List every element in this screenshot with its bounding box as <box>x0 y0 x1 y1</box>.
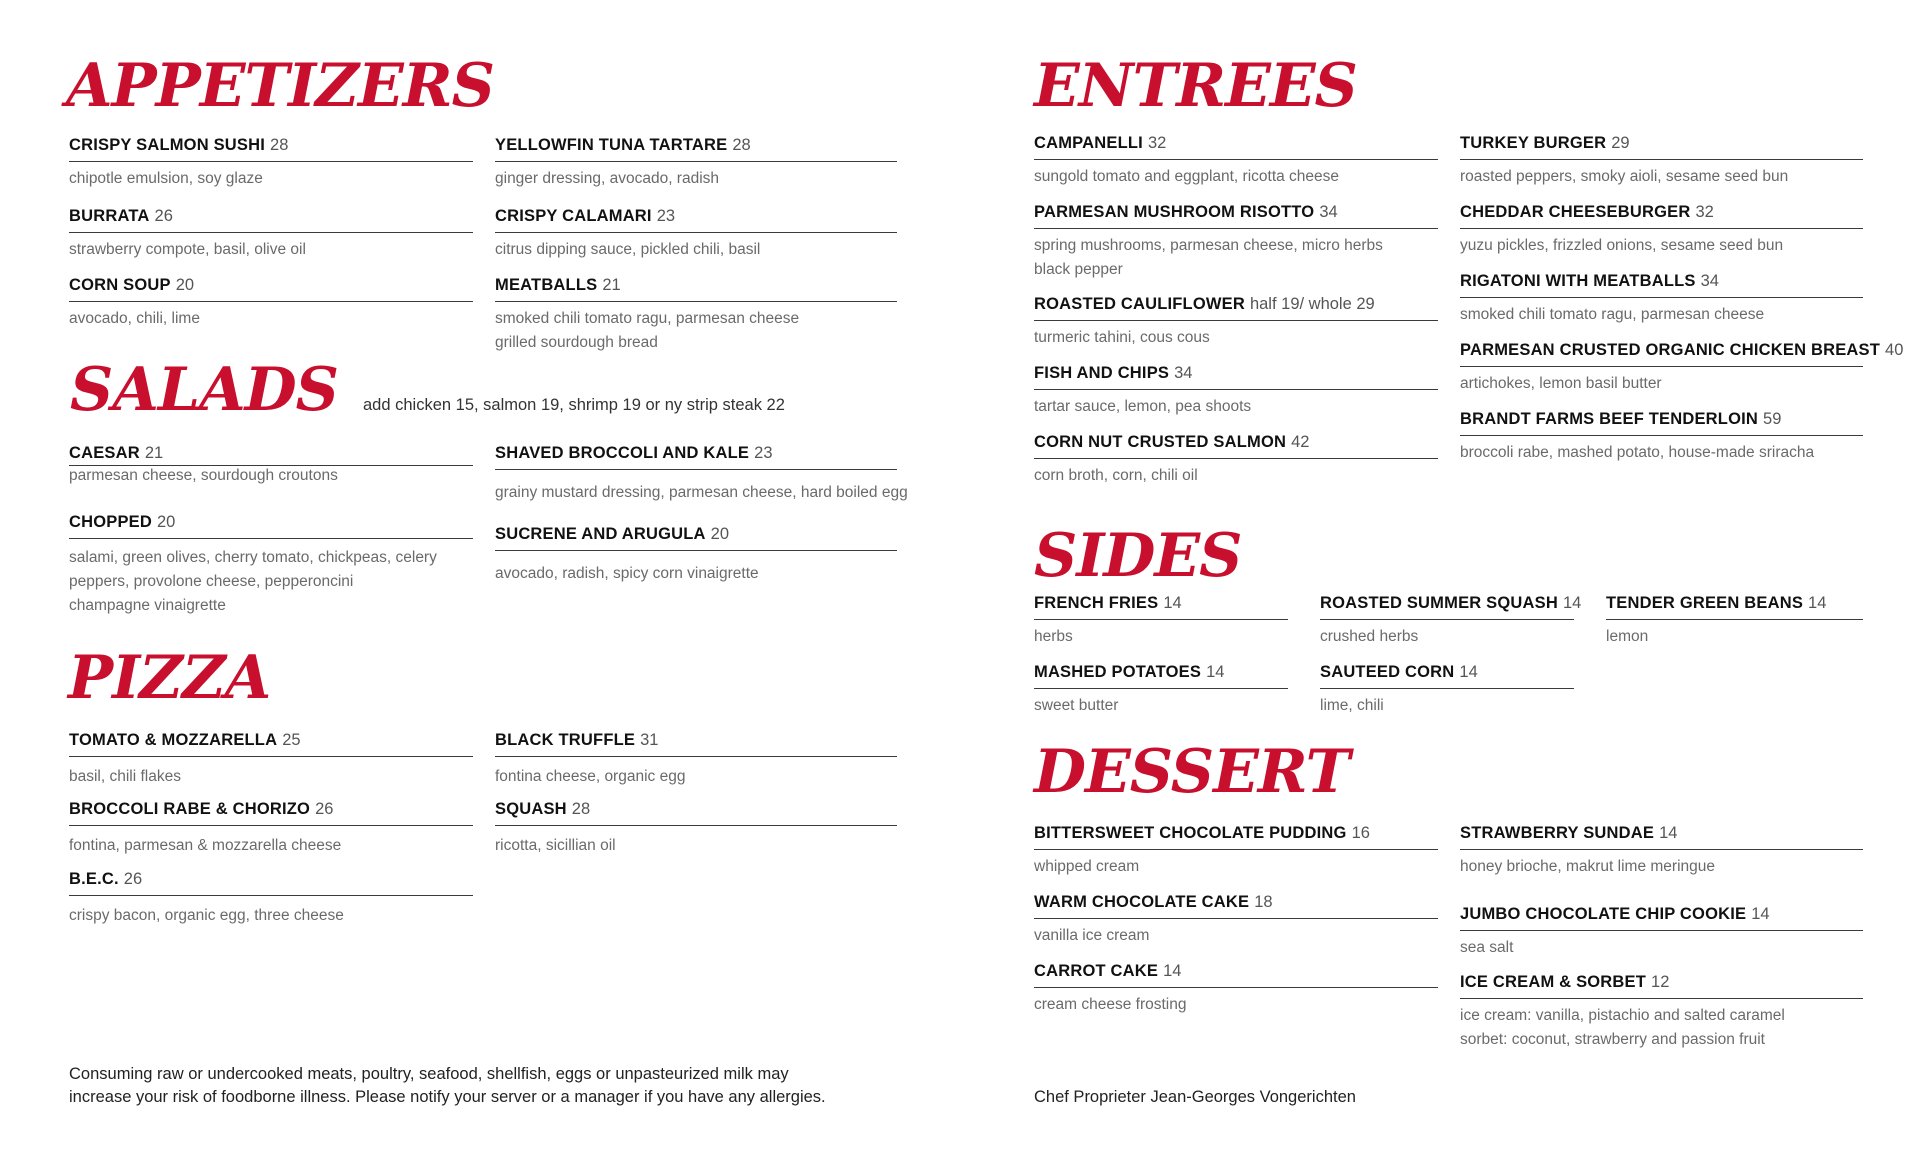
item-description: cream cheese frosting <box>1034 996 1187 1013</box>
item-description: parmesan cheese, sourdough croutons <box>69 467 338 484</box>
menu-item <box>1034 893 1438 948</box>
item-description-line: spring mushrooms, parmesan cheese, micro herbs <box>1034 237 1383 254</box>
item-description-line: grilled sourdough bread <box>495 334 658 351</box>
item-price: 14 <box>1163 962 1182 980</box>
item-description: chipotle emulsion, soy glaze <box>69 170 263 187</box>
menu-item <box>495 276 897 355</box>
item-description: whipped cream <box>1034 858 1140 875</box>
item-price: 14 <box>1459 663 1478 681</box>
menu-item <box>1460 203 1863 258</box>
menu-item <box>1034 663 1288 718</box>
item-name: PARMESAN CRUSTED ORGANIC CHICKEN BREAST <box>1460 341 1881 359</box>
item-name: CHOPPED <box>69 513 152 531</box>
item-description: corn broth, corn, chili oil <box>1034 467 1198 484</box>
item-name: SHAVED BROCCOLI AND KALE <box>495 444 750 462</box>
item-name: BITTERSWEET CHOCOLATE PUDDING <box>1034 824 1347 842</box>
item-name: TURKEY BURGER <box>1460 134 1607 152</box>
dessert-heading: DESSERT <box>1034 737 1350 807</box>
menu-item <box>1460 905 1863 960</box>
item-price: 16 <box>1351 824 1370 842</box>
item-name: ICE CREAM & SORBET <box>1460 973 1647 991</box>
item-price: 42 <box>1291 433 1310 451</box>
item-price: 23 <box>656 207 676 225</box>
item-description <box>495 307 897 355</box>
menu-item <box>1460 824 1863 879</box>
menu-item <box>1034 433 1438 488</box>
item-description-line: smoked chili tomato ragu, parmesan cheese <box>495 310 800 327</box>
item-name: MEATBALLS <box>495 276 598 294</box>
item-name: MASHED POTATOES <box>1034 663 1202 681</box>
item-price: 28 <box>732 136 751 154</box>
item-price: 21 <box>144 444 164 462</box>
item-name: BURRATA <box>69 207 150 225</box>
menu-item <box>1320 663 1574 718</box>
item-name: CORN SOUP <box>69 276 171 294</box>
item-description: crispy bacon, organic egg, three cheese <box>69 907 344 924</box>
chef-credit: Chef Proprieter Jean-Georges Vongerichten <box>1034 1088 1356 1106</box>
menu-item <box>1034 203 1438 282</box>
item-description-line: salami, green olives, cherry tomato, chickpeas, celery <box>69 549 437 566</box>
item-price: 25 <box>282 731 301 749</box>
item-description: tartar sauce, lemon, pea shoots <box>1034 398 1252 415</box>
item-description: honey brioche, makrut lime meringue <box>1460 858 1716 875</box>
menu-item <box>1320 594 1582 649</box>
menu-item <box>1460 134 1863 189</box>
item-name: CRISPY CALAMARI <box>495 207 652 225</box>
menu-item <box>495 731 897 789</box>
item-description: basil, chili flakes <box>69 768 181 785</box>
item-price: 14 <box>1808 594 1827 612</box>
menu-item <box>1460 410 1863 465</box>
item-price: 20 <box>157 513 176 531</box>
menu-item <box>69 731 473 789</box>
item-description-line: sorbet: coconut, strawberry and passion fruit <box>1460 1031 1765 1048</box>
disclaimer-line: Consuming raw or undercooked meats, poultry, seafood, shellfish, eggs or unpasteurized milk may <box>69 1065 789 1083</box>
item-price: 26 <box>315 800 334 818</box>
appetizers-heading: APPETIZERS <box>66 51 494 121</box>
item-description: strawberry compote, basil, olive oil <box>69 241 306 258</box>
menu-item <box>1034 134 1438 189</box>
item-name: JUMBO CHOCOLATE CHIP COOKIE <box>1460 905 1747 923</box>
item-price: 20 <box>710 525 730 543</box>
item-name: ROASTED SUMMER SQUASH <box>1320 594 1558 612</box>
menu-item <box>1034 364 1438 419</box>
item-name: BLACK TRUFFLE <box>495 731 636 749</box>
menu-item <box>69 800 473 858</box>
item-price: 32 <box>1147 134 1167 152</box>
disclaimer-line: increase your risk of foodborne illness. Please notify your server or a manager if you have any allergies. <box>69 1088 826 1106</box>
item-description: turmeric tahini, cous cous <box>1034 329 1210 346</box>
menu-item <box>69 136 473 191</box>
item-description: yuzu pickles, frizzled onions, sesame seed bun <box>1460 237 1784 254</box>
menu-item <box>1460 272 1863 327</box>
sides-heading: SIDES <box>1034 521 1242 591</box>
menu-item <box>1034 594 1288 649</box>
item-price: 59 <box>1763 410 1782 428</box>
item-price: 18 <box>1254 893 1273 911</box>
item-description: artichokes, lemon basil butter <box>1460 375 1662 392</box>
item-name: ROASTED CAULIFLOWER <box>1034 295 1245 313</box>
menu-item <box>69 276 473 331</box>
item-price: 14 <box>1562 594 1582 612</box>
item-description: smoked chili tomato ragu, parmesan cheese <box>1460 306 1765 323</box>
item-description: roasted peppers, smoky aioli, sesame seed bun <box>1460 168 1789 185</box>
item-description: fontina, parmesan & mozzarella cheese <box>69 837 342 854</box>
item-description: ginger dressing, avocado, radish <box>495 170 720 187</box>
item-description-line: black pepper <box>1034 261 1123 278</box>
item-name: CAMPANELLI <box>1034 134 1143 152</box>
menu-item <box>1034 962 1438 1017</box>
item-description: sungold tomato and eggplant, ricotta cheese <box>1034 168 1340 185</box>
item-description: avocado, radish, spicy corn vinaigrette <box>495 565 759 582</box>
item-price: 23 <box>754 444 773 462</box>
item-name: YELLOWFIN TUNA TARTARE <box>495 136 728 154</box>
menu-item <box>1460 973 1863 1052</box>
item-price: 28 <box>571 800 591 818</box>
item-name: SQUASH <box>495 800 567 818</box>
menu-item <box>495 444 908 505</box>
item-description: sweet butter <box>1034 697 1119 714</box>
item-price: 29 <box>1611 134 1630 152</box>
item-description-line: peppers, provolone cheese, pepperoncini <box>69 573 354 590</box>
item-price: 14 <box>1751 905 1770 923</box>
item-name: BRANDT FARMS BEEF TENDERLOIN <box>1460 410 1759 428</box>
item-price: 26 <box>154 207 173 225</box>
item-description: vanilla ice cream <box>1034 927 1150 944</box>
item-name: B.E.C. <box>69 870 119 888</box>
menu-item <box>1034 295 1438 350</box>
item-price: 14 <box>1163 594 1182 612</box>
item-price: 26 <box>123 870 143 888</box>
menu-item <box>69 444 473 488</box>
item-name: WARM CHOCOLATE CAKE <box>1034 893 1250 911</box>
item-name: CHEDDAR CHEESEBURGER <box>1460 203 1691 221</box>
item-description: avocado, chili, lime <box>69 310 200 327</box>
item-price: 21 <box>602 276 621 294</box>
item-price: 34 <box>1700 272 1719 290</box>
item-price: 34 <box>1174 364 1193 382</box>
item-name: CRISPY SALMON SUSHI <box>69 136 266 154</box>
item-name: BROCCOLI RABE & CHORIZO <box>69 800 311 818</box>
menu-item <box>69 207 473 262</box>
menu-item <box>495 525 897 586</box>
item-description: sea salt <box>1460 939 1514 956</box>
salads-heading: SALADS <box>70 355 338 425</box>
item-price: 12 <box>1651 973 1670 991</box>
item-description: lemon <box>1606 628 1649 645</box>
item-name: SUCRENE AND ARUGULA <box>495 525 706 543</box>
item-price: 14 <box>1206 663 1225 681</box>
item-name: RIGATONI WITH MEATBALLS <box>1460 272 1696 290</box>
item-description <box>69 546 473 618</box>
item-description-line: champagne vinaigrette <box>69 597 226 614</box>
item-name: CARROT CAKE <box>1034 962 1159 980</box>
menu-item <box>495 207 897 262</box>
menu-item <box>1460 341 1904 396</box>
item-name: TOMATO & MOZZARELLA <box>69 731 278 749</box>
menu-item <box>495 136 897 191</box>
item-name: SAUTEED CORN <box>1320 663 1455 681</box>
item-name: STRAWBERRY SUNDAE <box>1460 824 1655 842</box>
item-description: grainy mustard dressing, parmesan cheese, hard boiled egg <box>495 484 908 501</box>
item-price: 32 <box>1695 203 1714 221</box>
item-description: citrus dipping sauce, pickled chili, basil <box>495 241 761 258</box>
salads-add-protein-note: add chicken 15, salmon 19, shrimp 19 or ny strip steak 22 <box>363 396 785 414</box>
item-price: 20 <box>175 276 195 294</box>
item-description <box>1034 234 1438 282</box>
item-price: half 19/ whole 29 <box>1249 295 1375 313</box>
item-description: crushed herbs <box>1320 628 1419 645</box>
item-description: ricotta, sicillian oil <box>495 837 616 854</box>
item-name: PARMESAN MUSHROOM RISOTTO <box>1034 203 1315 221</box>
pizza-heading: PIZZA <box>68 643 271 713</box>
item-name: TENDER GREEN BEANS <box>1606 594 1804 612</box>
menu-item <box>495 800 897 858</box>
item-description: lime, chili <box>1320 697 1384 714</box>
menu-item <box>69 870 473 928</box>
item-description: broccoli rabe, mashed potato, house-made sriracha <box>1460 444 1815 461</box>
item-description: fontina cheese, organic egg <box>495 768 686 785</box>
menu-item <box>1606 594 1863 649</box>
item-price: 40 <box>1885 341 1904 359</box>
item-description-line: ice cream: vanilla, pistachio and salted caramel <box>1460 1007 1785 1024</box>
item-name: FISH AND CHIPS <box>1034 364 1170 382</box>
item-description <box>1460 1004 1863 1052</box>
allergy-disclaimer <box>69 1063 826 1109</box>
menu-item <box>1034 824 1438 879</box>
item-name: CORN NUT CRUSTED SALMON <box>1034 433 1287 451</box>
item-price: 28 <box>270 136 289 154</box>
item-name: CAESAR <box>69 444 140 462</box>
item-price: 14 <box>1659 824 1678 842</box>
item-price: 31 <box>640 731 659 749</box>
item-price: 34 <box>1319 203 1338 221</box>
entrees-heading: ENTREES <box>1034 51 1357 121</box>
item-description: herbs <box>1034 628 1073 645</box>
item-name: FRENCH FRIES <box>1034 594 1159 612</box>
menu-item <box>69 513 473 618</box>
